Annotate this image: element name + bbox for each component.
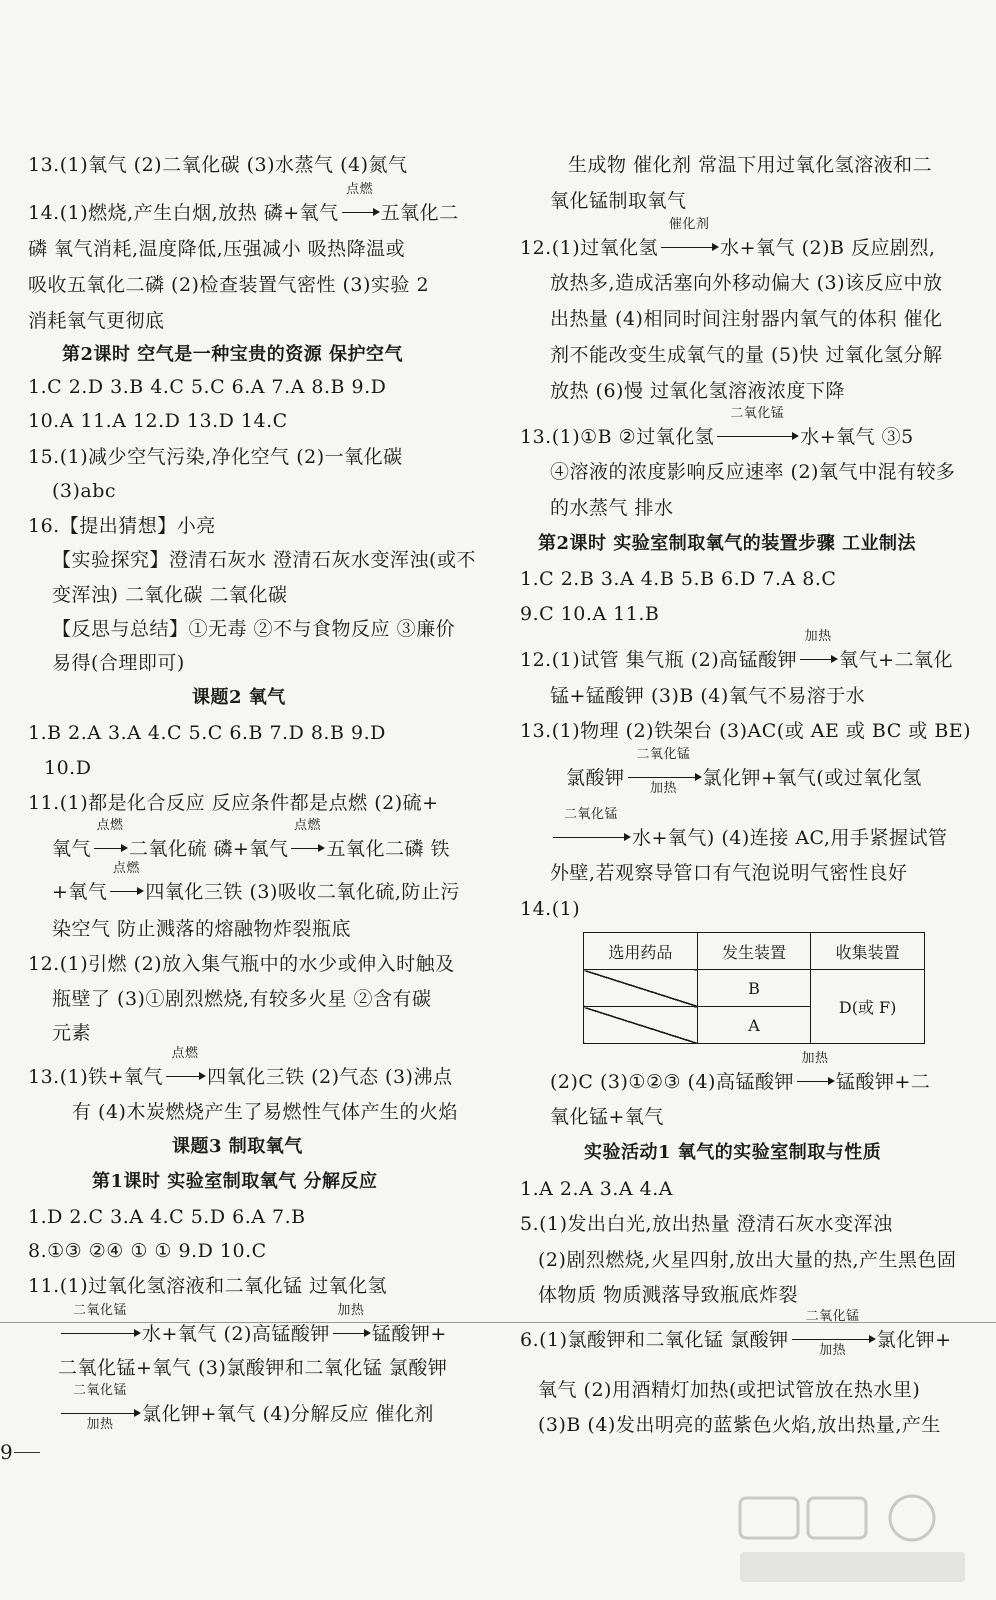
table-cell [584,1007,698,1044]
answer-line: 11.(1)过氧化氢溶液和二氧化锰 过氧化氢 [28,1275,388,1297]
answer-table [583,932,925,1044]
answer-line: 二氧化锰 加热 氯化钾+氧气 (4)分解反应 催化剂 [58,1402,434,1426]
answer-line: 体物质 物质溅落导致瓶底炸裂 [538,1284,799,1306]
watermark-logo [722,1490,982,1590]
answer-line: 变浑浊) 二氧化碳 二氧化碳 [52,584,288,606]
answer-line: 氧化锰+氧气 [550,1106,664,1128]
answer-line: 氧气 (2)用酒精灯加热(或把试管放在热水里) [538,1379,921,1401]
answer-line: 染空气 防止溅落的熔融物炸裂瓶底 [52,918,352,940]
table-header: 收集装置 [811,933,925,970]
answer-line: 氧化锰制取氧气 [550,190,687,212]
divider [0,1322,996,1323]
section-heading: 实验活动1 氧气的实验室制取与性质 [584,1142,882,1163]
answer-line: 二氧化锰+氧气 (3)氯酸钾和二氧化锰 氯酸钾 [58,1357,448,1379]
reaction-arrow: 点燃 [166,1065,204,1089]
reaction-arrow: 二氧化锰 [61,1322,139,1346]
answer-line: 14.(1) [520,898,581,920]
reaction-arrow: 点燃 [342,201,378,225]
table-cell: A [697,1007,811,1044]
answer-line: (3)B (4)发出明亮的蓝紫色火焰,放出热量,产生 [538,1414,941,1436]
answer-line: 放热 (6)慢 过氧化氢溶液浓度下降 [550,380,845,402]
reaction-arrow: 二氧化锰 加热 [792,1328,874,1352]
answer-line: 1.A 2.A 3.A 4.A [520,1178,674,1200]
answer-line: 瓶壁了 (3)①剧烈燃烧,有较多火星 ②含有碳 [52,988,432,1010]
section-heading: 第1课时 实验室制取氧气 分解反应 [92,1171,378,1192]
section-heading: 课题2 氧气 [192,687,286,708]
answer-line: 13.(1)物理 (2)铁架台 (3)AC(或 AE 或 BC 或 BE) [520,720,972,742]
answer-line: (3)abc [52,480,117,502]
answer-line: 有 (4)木炭燃烧产生了易燃性气体产生的火焰 [72,1101,458,1123]
reaction-arrow: 加热 [333,1322,369,1346]
answer-line: 出热量 (4)相同时间注射器内氧气的体积 催化 [550,308,943,330]
answer-line: 1.B 2.A 3.A 4.C 5.C 6.B 7.D 8.B 9.D [28,722,386,744]
reaction-arrow: 点燃 [110,880,142,904]
reaction-arrow: 加热 [797,1070,833,1094]
answer-line: 13.(1)氧气 (2)二氧化碳 (3)水蒸气 (4)氮气 [28,154,408,176]
answer-line: 【实验探究】澄清石灰水 澄清石灰水变浑浊(或不 [52,549,476,571]
answer-line: 元素 [52,1022,92,1044]
answer-line: 【反思与总结】①无毒 ②不与食物反应 ③廉价 [52,618,456,640]
answer-line: 磷 氧气消耗,温度降低,压强减小 吸热降温或 [28,238,406,260]
answer-line: 放热多,造成活塞向外移动偏大 (3)该反应中放 [550,272,943,294]
section-heading: 第2课时 空气是一种宝贵的资源 保护空气 [62,344,404,365]
answer-line: 10.A 11.A 12.D 13.D 14.C [28,410,288,432]
answer-line: 10.D [44,757,92,779]
answer-line: 12.(1)试管 集气瓶 (2)高锰酸钾 加热 氧气+二氧化 [520,629,954,671]
answer-line: 的水蒸气 排水 [550,497,674,519]
reaction-arrow: 催化剂 [661,236,717,260]
answer-line: 13.(1)铁+氧气 点燃 四氧化三铁 (2)气态 (3)沸点 [28,1046,453,1088]
answer-line: (2)C (3)①②③ (4)高锰酸钾 加热 锰酸钾+二 [550,1051,931,1093]
reaction-arrow: 二氧化锰 加热 [628,766,700,790]
section-heading: 第2课时 实验室制取氧气的装置步骤 工业制法 [538,533,917,554]
table-cell [584,970,698,1007]
answer-line: 13.(1)①B ②过氧化氢 二氧化锰 水+氧气 ③5 [520,406,914,448]
answer-line: 锰+锰酸钾 (3)B (4)氧气不易溶于水 [550,685,866,707]
answer-line: 氯酸钾 二氧化锰 加热 氯化钾+氧气(或过氧化氢 [566,747,922,796]
answer-line: 1.D 2.C 3.A 4.C 5.D 6.A 7.B [28,1206,306,1228]
answer-line: 剂不能改变生成氧气的量 (5)快 过氧化氢分解 [550,344,943,366]
reaction-arrow: 加热 [800,648,836,672]
answer-line: 11.(1)都是化合反应 反应条件都是点燃 (2)硫+ [28,792,439,814]
answer-line: 5.(1)发出白光,放出热量 澄清石灰水变浑浊 [520,1213,893,1235]
answer-line: +氧气 点燃 四氧化三铁 (3)吸收二氧化硫,防止污 [52,861,460,903]
page-number: 9 [0,1440,13,1464]
answer-line: 15.(1)减少空气污染,净化空气 (2)一氧化碳 [28,446,403,468]
answer-line: 8.①③ ②④ ① ① 9.D 10.C [28,1240,267,1262]
answer-line: 吸收五氧化二磷 (2)检查装置气密性 (3)实验 2 [28,274,430,296]
answer-line: 1.C 2.D 3.B 4.C 5.C 6.A 7.A 8.B 9.D [28,376,387,398]
answer-line: 易得(合理即可) [52,652,185,674]
answer-line: 消耗氧气更彻底 [28,310,165,332]
answer-line: ④溶液的浓度影响反应速率 (2)氧气中混有较多 [550,461,956,483]
answer-line: (2)剧烈燃烧,火星四射,放出大量的热,产生黑色固 [538,1249,957,1271]
reaction-arrow: 二氧化锰 [717,425,797,449]
answer-line: 二氧化锰 水+氧气) (4)连接 AC,用手紧握试管 [550,826,947,850]
answer-line: 二氧化锰 水+氧气 (2)高锰酸钾 加热 锰酸钾+ [58,1322,447,1346]
reaction-arrow: 点燃 [291,837,323,861]
table-cell: D(或 F) [811,970,925,1044]
answer-line: 氧气 点燃 二氧化硫 磷+氧气 点燃 五氧化二磷 铁 [52,818,451,860]
answer-line: 1.C 2.B 3.A 4.B 5.B 6.D 7.A 8.C [520,568,837,590]
answer-line: 9.C 10.A 11.B [520,603,660,625]
answer-line: 14.(1)燃烧,产生白烟,放热 磷+氧气 点燃 五氧化二 [28,182,459,224]
section-heading: 课题3 制取氧气 [172,1136,303,1157]
reaction-arrow: 二氧化锰 加热 [61,1402,139,1426]
reaction-arrow: 二氧化锰 [553,826,629,850]
answer-line: 12.(1)引燃 (2)放入集气瓶中的水少或伸入时触及 [28,953,455,975]
table-header: 选用药品 [584,933,698,970]
answer-line: 生成物 催化剂 常温下用过氧化氢溶液和二 [568,154,933,176]
answer-line: 12.(1)过氧化氢 催化剂 水+氧气 (2)B 反应剧烈, [520,217,936,259]
table-header: 发生装置 [697,933,811,970]
answer-line: 外壁,若观察导管口有气泡说明气密性良好 [550,862,908,884]
answer-line: 6.(1)氯酸钾和二氧化锰 氯酸钾 二氧化锰 加热 氯化钾+ [520,1309,952,1358]
reaction-arrow: 点燃 [94,837,126,861]
table-cell: B [697,970,811,1007]
answer-line: 16.【提出猜想】小亮 [28,515,216,537]
